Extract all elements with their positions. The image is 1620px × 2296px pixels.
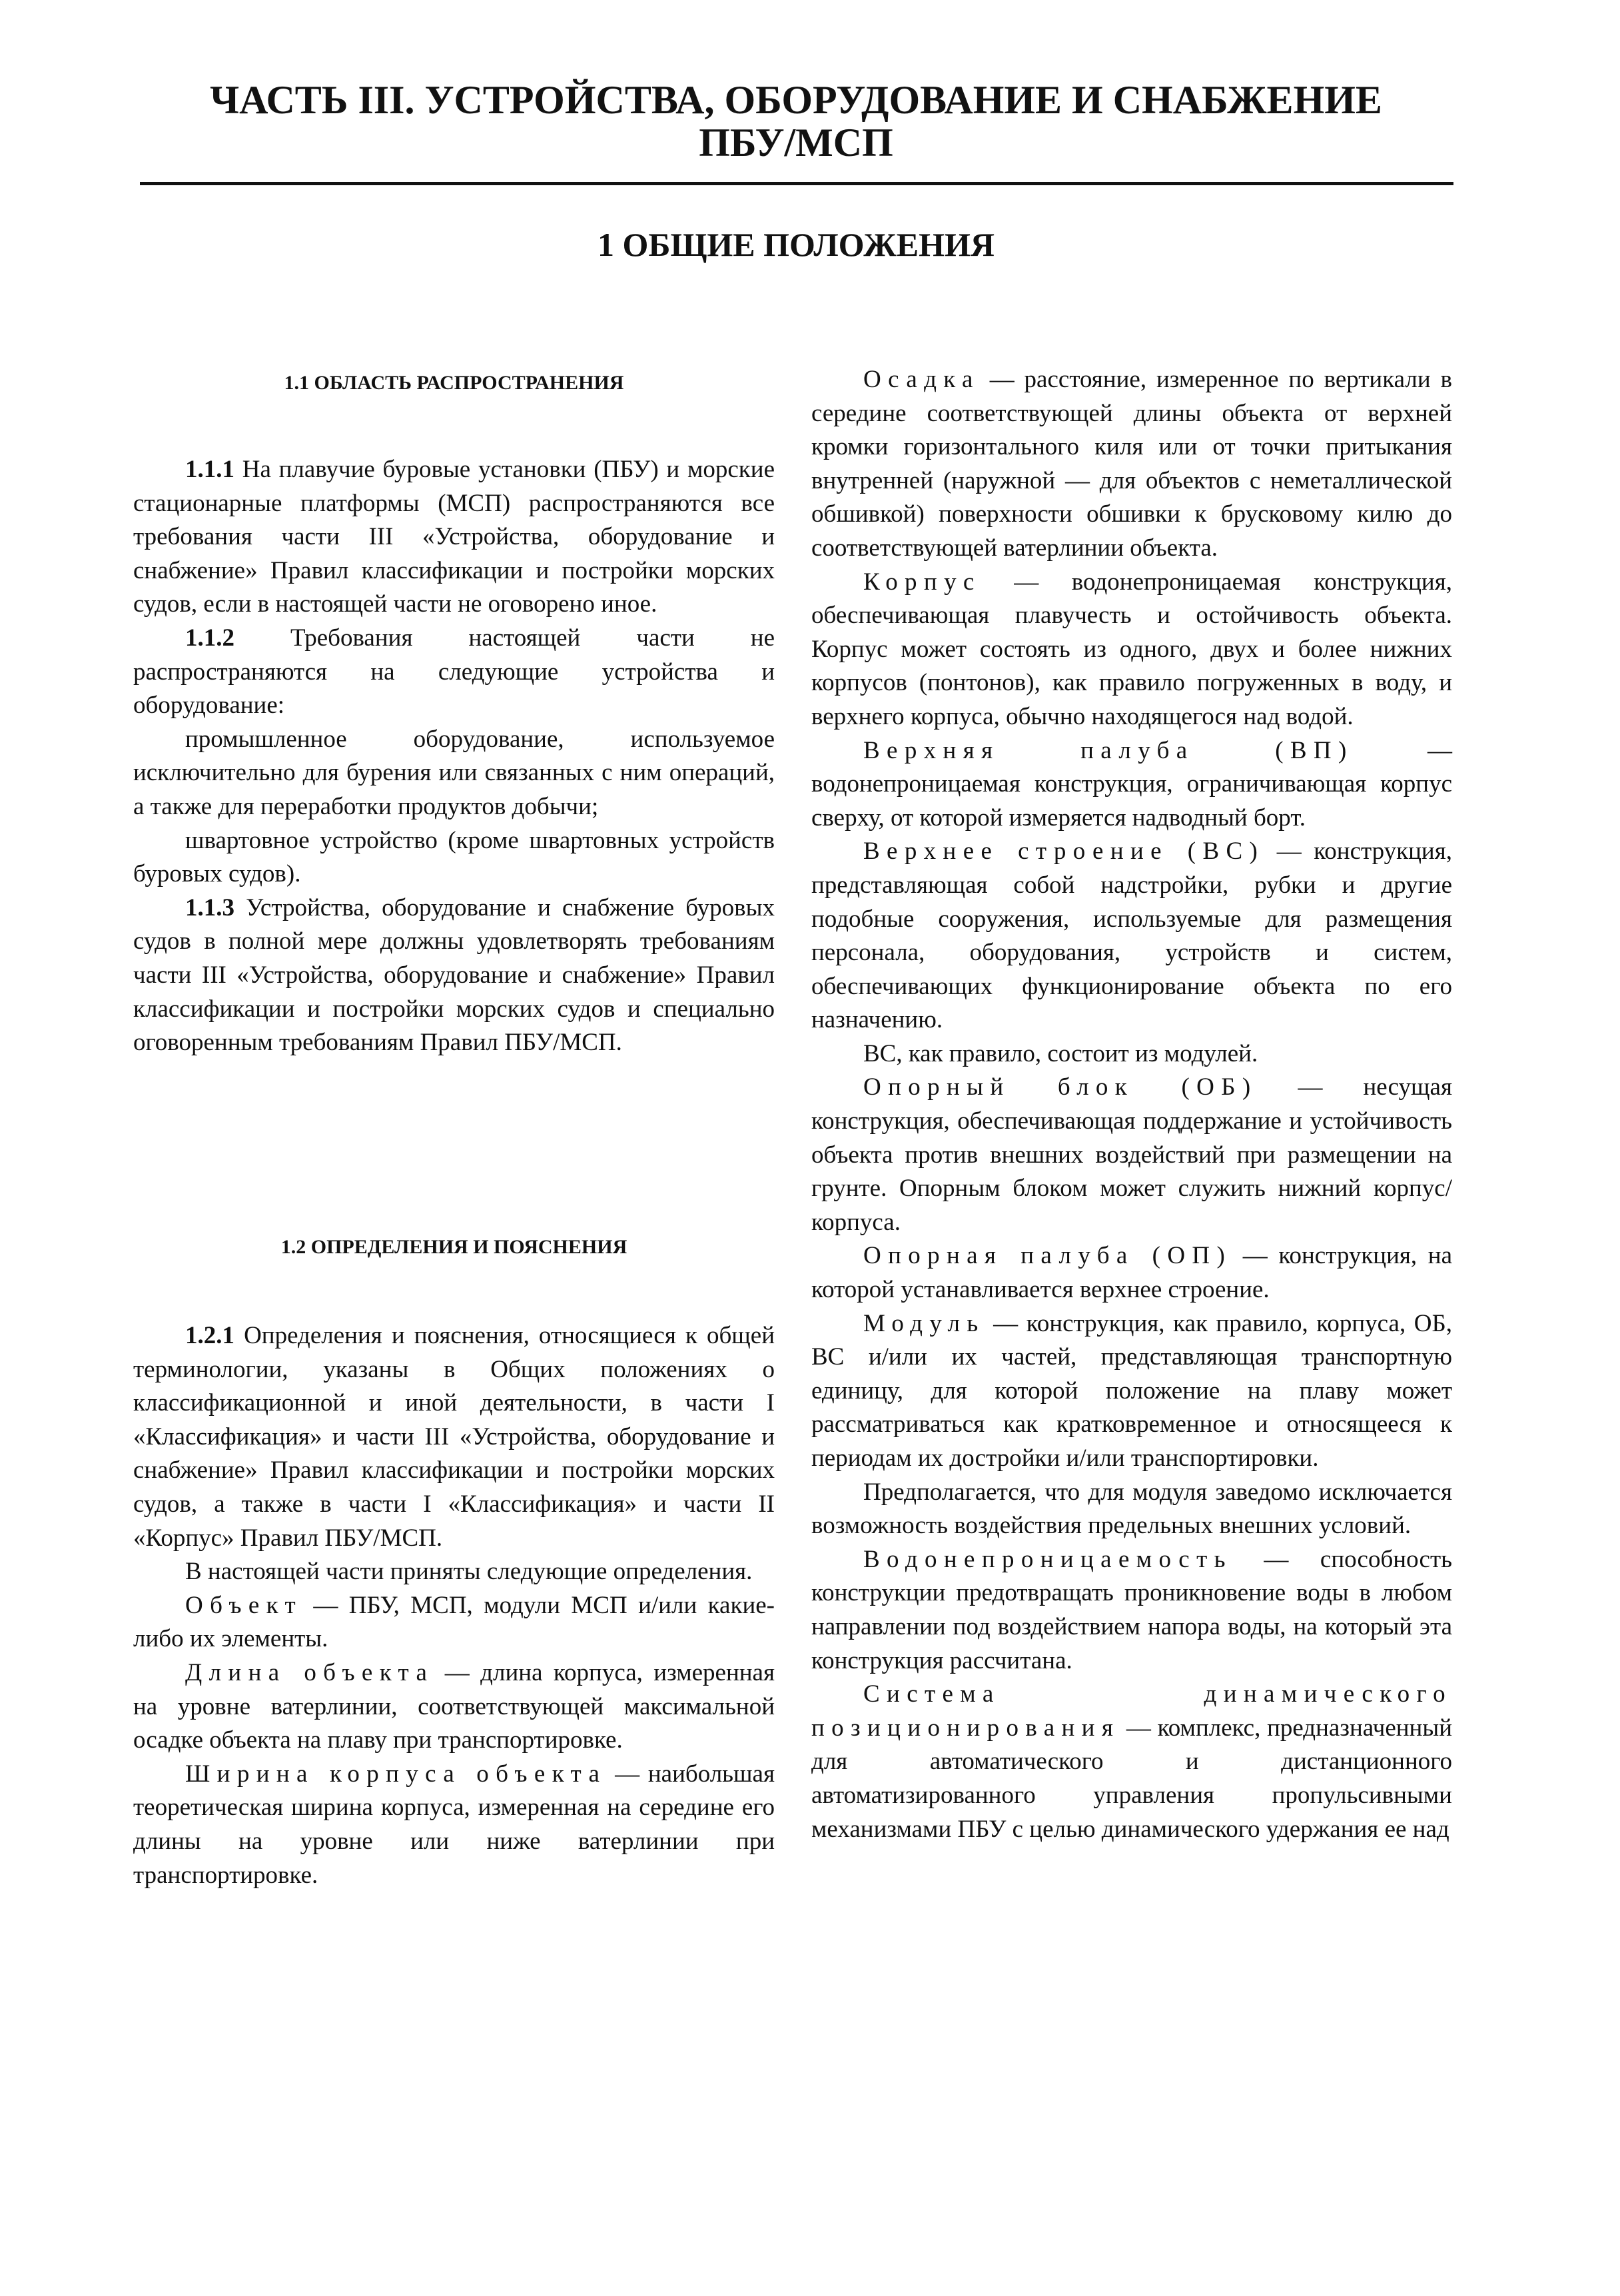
paragraph-number: 1.1.2 [185, 624, 234, 652]
definition-support-deck: Опорная палуба (ОП) — конструкция, на которой устанавливается верхнее строение. [811, 1242, 1452, 1304]
paragraph-number: 1.2.1 [185, 1322, 234, 1349]
definition-topside: Верхнее строение (ВС) — конструкция, представляющая собой надстройки, рубки и другие подобные сооружения, используемые для размещения персонала, оборудования, устройств и систем, обеспечивающих функционирование объекта по его назначению. [811, 838, 1452, 1034]
module-note: Предполагается, что для модуля заведомо исключается возможность воздействия предельных внешних условий. [811, 1478, 1452, 1540]
paragraph-1-1-1: 1.1.1 На плавучие буровые установки (ПБУ) и морские стационарные платформы (МСП) распространяются все требования части III «Устройства, оборудование и снабжение» Правил классификации и постройки морских судов, если в настоящей части не оговорено иное. [133, 456, 775, 618]
title-rule [140, 182, 1453, 185]
defined-term: Опорная палуба (ОП) [863, 1242, 1232, 1270]
defined-term: Ширина корпуса объекта [185, 1760, 607, 1788]
definition-object: Объект — ПБУ, МСП, модули МСП и/или какие-либо их элементы. [133, 1591, 775, 1653]
defined-term: Модуль [863, 1309, 985, 1337]
part-title-line2: ПБУ/МСП [699, 121, 893, 165]
defined-term: Водонепроницаемость [863, 1545, 1232, 1573]
definition-hull: Корпус — водонепроницаемая конструкция, обеспечивающая плавучесть и остойчивость объекта. Корпус может состоять из одного, двух и более нижних корпусов (понтонов), как правило погруженных в воду, и верхнего корпуса, обычно находящегося над водой. [811, 568, 1452, 730]
defined-term: Осадка [863, 366, 980, 393]
paragraph-1-2-1: 1.2.1 Определения и пояснения, относящиеся к общей терминологии, указаны в Общих положениях о классификационной и иной деятельности, в части I «Классификация» и части III «Устройства, оборудование и снабжение» Правил классификации и постройки морских судов, а также в части I «Классификация» и части II «Корпус» Правил ПБУ/МСП. [133, 1322, 775, 1552]
part-title-line1: ЧАСТЬ III. УСТРОЙСТВА, ОБОРУДОВАНИЕ И СНАБЖЕНИЕ [210, 78, 1382, 122]
paragraph-number: 1.1.1 [185, 456, 234, 483]
paragraph-number: 1.1.3 [185, 893, 234, 921]
part-title [133, 79, 1459, 164]
definition-length: Длина объекта — длина корпуса, измеренная на уровне ватерлинии, соответствующей максимальной осадке объекта на плаву при транспортировке. [133, 1658, 775, 1754]
topside-note: ВС, как правило, состоит из модулей. [863, 1039, 1258, 1067]
defined-term: Верхнее строение (ВС) [863, 838, 1265, 865]
definition-upper-deck: Верхняя палуба (ВП) — водонепроницаемая конструкция, ограничивающая корпус сверху, от которой измеряется надводный борт. [811, 736, 1453, 832]
defined-term: Объект [185, 1591, 302, 1619]
defined-term: Длина объекта [185, 1658, 434, 1686]
defined-term: Корпус [863, 568, 981, 596]
definition-module: Модуль — конструкция, как правило, корпуса, ОБ, ВС и/или их частей, представляющая транспортную единицу, для которой положение на плаву может рассматриваться как кратковременное и относящееся к периодам их достройки и/или транспортировки. [811, 1309, 1452, 1472]
block-1-2 [133, 1319, 775, 1892]
definition-width: Ширина корпуса объекта — наибольшая теоретическая ширина корпуса, измеренная на середине его длины на уровне или ниже ватерлинии при транспортировке. [133, 1760, 775, 1889]
paragraph-1-1-2: 1.1.2 Требования настоящей части не распространяются на следующие устройства и оборудование: [133, 624, 775, 720]
definition-watertightness: Водонепроницаемость — способность конструкции предотвращать проникновение воды в любом направлении под воздействием напора воды, на который эта конструкция рассчитана. [811, 1545, 1452, 1674]
defined-term: Опорный блок (ОБ) [863, 1073, 1258, 1101]
list-item: промышленное оборудование, используемое исключительно для бурения или связанных с ним операций, а также для переработки продуктов добычи; [133, 725, 775, 820]
defined-term: Система динамического позиционирования [811, 1680, 1452, 1742]
defined-term: Верхняя палуба (ВП) [863, 736, 1354, 764]
definitions-block [811, 363, 1452, 1846]
definition-support-block: Опорный блок (ОБ) — несущая конструкция, обеспечивающая поддержание и устойчивость объекта против внешних воздействий при размещении на грунте. Опорным блоком может служить нижний корпус/корпуса. [811, 1073, 1452, 1236]
subsection-heading-1-1: 1.1 ОБЛАСТЬ РАСПРОСТРАНЕНИЯ [284, 372, 624, 394]
definition-dynamic-positioning: Система динамического позиционирования — комплекс, предназначенный для автоматического и дистанционного автоматизированного управления пропульсивными механизмами ПБУ с целью динамического удержания ее над [811, 1680, 1452, 1843]
block-1-1 [133, 453, 775, 1060]
section-title: 1 ОБЩИЕ ПОЛОЖЕНИЯ [598, 226, 995, 263]
subsection-heading-1-2: 1.2 ОПРЕДЕЛЕНИЯ И ПОЯСНЕНИЯ [280, 1236, 627, 1258]
definitions-intro: В настоящей части приняты следующие определения. [185, 1558, 753, 1586]
paragraph-1-1-3: 1.1.3 Устройства, оборудование и снабжение буровых судов в полной мере должны удовлетворять требованиям части III «Устройства, оборудование и снабжение» Правил классификации и постройки морских судов и специально оговоренным требованиям Правил ПБУ/МСП. [133, 893, 775, 1057]
definition-draft: Осадка — расстояние, измеренное по вертикали в середине соответствующей длины объекта от верхней кромки горизонтального киля или от точки притыкания внутренней (наружной — для объектов с неметаллической обшивкой) поверхности обшивки к брусковому килю до соответствующей ватерлинии объекта. [811, 366, 1452, 562]
list-item: швартовное устройство (кроме швартовных устройств буровых судов). [133, 826, 775, 888]
